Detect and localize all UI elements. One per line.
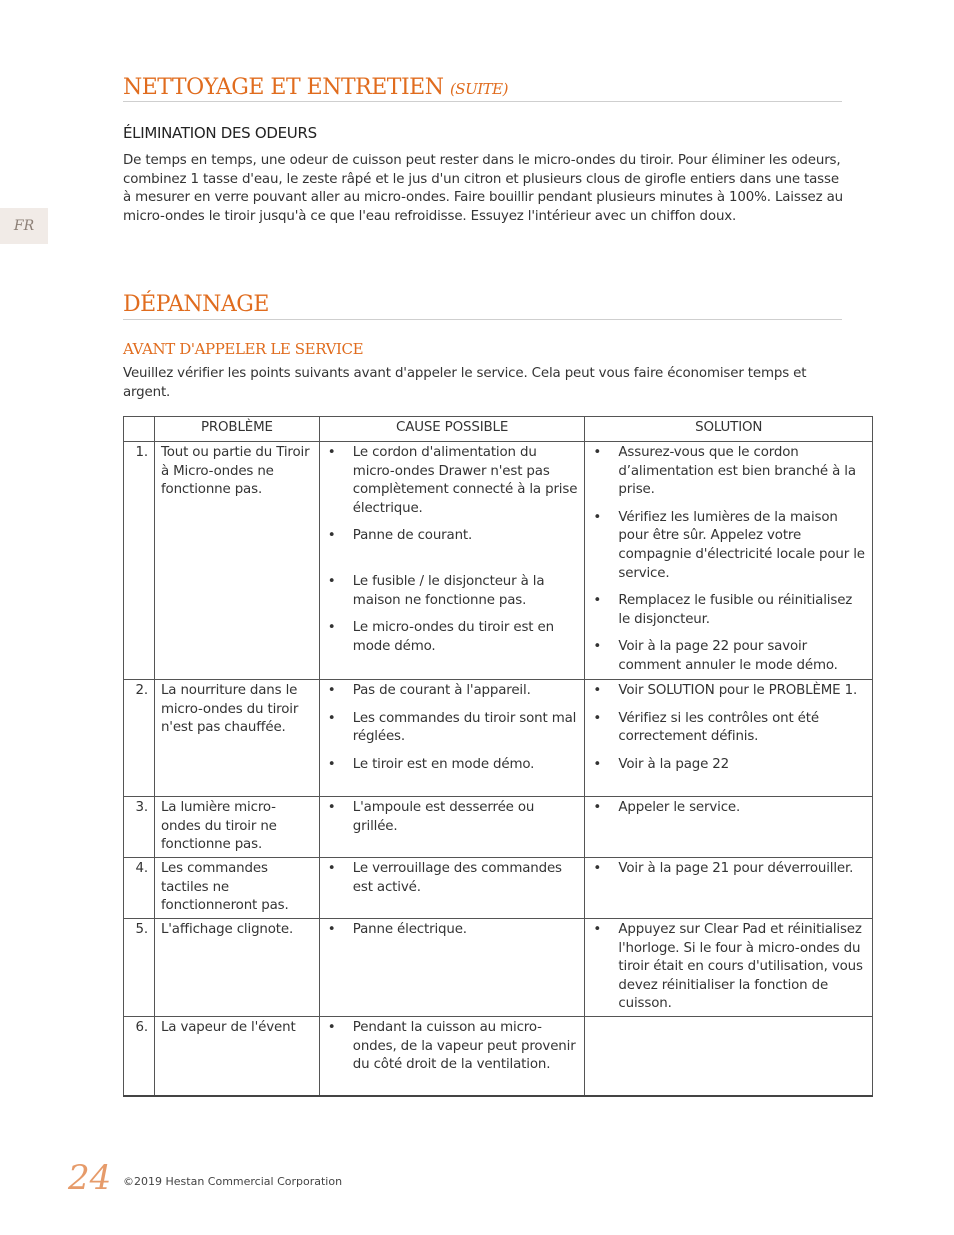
header-solution: SOLUTION	[585, 417, 873, 442]
row-number: 5.	[124, 919, 155, 1017]
solution-cell	[585, 919, 873, 1017]
table-row	[124, 858, 873, 919]
cause-item: • Panne électrique.	[326, 921, 579, 940]
language-tab: FR	[0, 208, 48, 244]
solution-item: • Voir à la page 21 pour déverrouiller.	[591, 860, 866, 879]
header-number	[124, 417, 155, 442]
copyright-footer: ©2019 Hestan Commercial Corporation	[123, 1175, 343, 1188]
solution-item: • Vérifiez les lumières de la maison pour être sûr. Appelez votre compagnie d'électricité locale pour le service.	[591, 509, 866, 583]
cause-cell	[319, 1017, 585, 1096]
problem-cell: La lumière micro-ondes du tiroir ne fonctionne pas.	[154, 797, 319, 858]
solution-cell	[585, 858, 873, 919]
cause-cell	[319, 442, 585, 680]
page-number: 24	[68, 1158, 112, 1198]
row-number: 4.	[124, 858, 155, 919]
solution-item: • Assurez-vous que le cordon d’alimentation est bien branché à la prise.	[591, 444, 866, 500]
troubleshooting-table	[123, 416, 873, 1097]
solution-item: • Voir à la page 22 pour savoir comment annuler le mode démo.	[591, 638, 866, 675]
section-title-cleaning	[123, 74, 842, 102]
row-number: 2.	[124, 680, 155, 797]
table-header-row	[124, 417, 873, 442]
section-title-suffix: (SUITE)	[449, 80, 508, 98]
cause-cell	[319, 797, 585, 858]
problem-cell: Tout ou partie du Tiroir à Micro-ondes ne fonctionne pas.	[154, 442, 319, 680]
table-row	[124, 797, 873, 858]
cause-item: • Pendant la cuisson au micro-ondes, de la vapeur peut provenir du côté droit de la ventilation.	[326, 1019, 579, 1075]
solution-cell	[585, 442, 873, 680]
cause-item: • Le verrouillage des commandes est activé.	[326, 860, 579, 897]
solution-cell	[585, 1017, 873, 1096]
header-problem: PROBLÈME	[154, 417, 319, 442]
cause-item: • Les commandes du tiroir sont mal réglées.	[326, 710, 579, 747]
cause-cell	[319, 858, 585, 919]
cause-item: • Le micro-ondes du tiroir est en mode démo.	[326, 619, 579, 656]
cause-item: • Panne de courant.	[326, 527, 579, 546]
solution-item: • Vérifiez si les contrôles ont été correctement définis.	[591, 710, 866, 747]
row-number: 1.	[124, 442, 155, 680]
solution-item: • Appeler le service.	[591, 799, 866, 818]
problem-cell: L'affichage clignote.	[154, 919, 319, 1017]
row-number: 6.	[124, 1017, 155, 1096]
table-row	[124, 919, 873, 1017]
solution-cell	[585, 797, 873, 858]
paragraph-before-service: Veuillez vérifier les points suivants avant d'appeler le service. Cela peut vous faire économiser temps et argent.	[123, 366, 807, 400]
problem-cell: La vapeur de l'évent	[154, 1017, 319, 1096]
cause-cell	[319, 680, 585, 797]
row-number: 3.	[124, 797, 155, 858]
solution-item: • Voir SOLUTION pour le PROBLÈME 1.	[591, 682, 866, 701]
problem-cell: Les commandes tactiles ne fonctionneront pas.	[154, 858, 319, 919]
cause-cell	[319, 919, 585, 1017]
table-row	[124, 442, 873, 680]
cause-item: • L'ampoule est desserrée ou grillée.	[326, 799, 579, 836]
table-row	[124, 1017, 873, 1096]
solution-item: • Voir à la page 22	[591, 756, 866, 775]
subheading-before-service: AVANT D'APPELER LE SERVICE	[123, 340, 364, 358]
subheading-odor-removal: ÉLIMINATION DES ODEURS	[123, 124, 317, 142]
table-row	[124, 680, 873, 797]
section-title-text: NETTOYAGE ET ENTRETIEN	[123, 75, 444, 100]
header-cause: CAUSE POSSIBLE	[319, 417, 585, 442]
solution-item: • Remplacez le fusible ou réinitialisez le disjoncteur.	[591, 592, 866, 629]
solution-cell	[585, 680, 873, 797]
section-title-troubleshooting	[123, 291, 842, 320]
cause-item: • Le tiroir est en mode démo.	[326, 756, 579, 775]
problem-cell: La nourriture dans le micro-ondes du tiroir n'est pas chauffée.	[154, 680, 319, 797]
paragraph-odor-removal: De temps en temps, une odeur de cuisson peut rester dans le micro-ondes du tiroir. Pour éliminer les odeurs, combinez 1 tasse d'eau, le zeste râpé et le jus d'un citron et plusieurs clous de girofle entiers dans une tasse à mesurer en verre pouvant aller au micro-ondes. Faire bouillir pendant plusieurs minutes à 100%. Laissez au micro-ondes le tiroir jusqu'à ce que l'eau refroidisse. Essuyez l'intérieur avec un chiffon doux.	[123, 153, 843, 224]
solution-item: • Appuyez sur Clear Pad et réinitialisez l'horloge. Si le four à micro-ondes du tiroir était en cours d'utilisation, vous devez réinitialiser la fonction de cuisson.	[591, 921, 866, 1014]
cause-item: • Pas de courant à l'appareil.	[326, 682, 579, 701]
section-title-text: DÉPANNAGE	[123, 292, 269, 317]
cause-item: • Le fusible / le disjoncteur à la maison ne fonctionne pas.	[326, 573, 579, 610]
cause-item: • Le cordon d'alimentation du micro-ondes Drawer n'est pas complètement connecté à la prise électrique.	[326, 444, 579, 518]
